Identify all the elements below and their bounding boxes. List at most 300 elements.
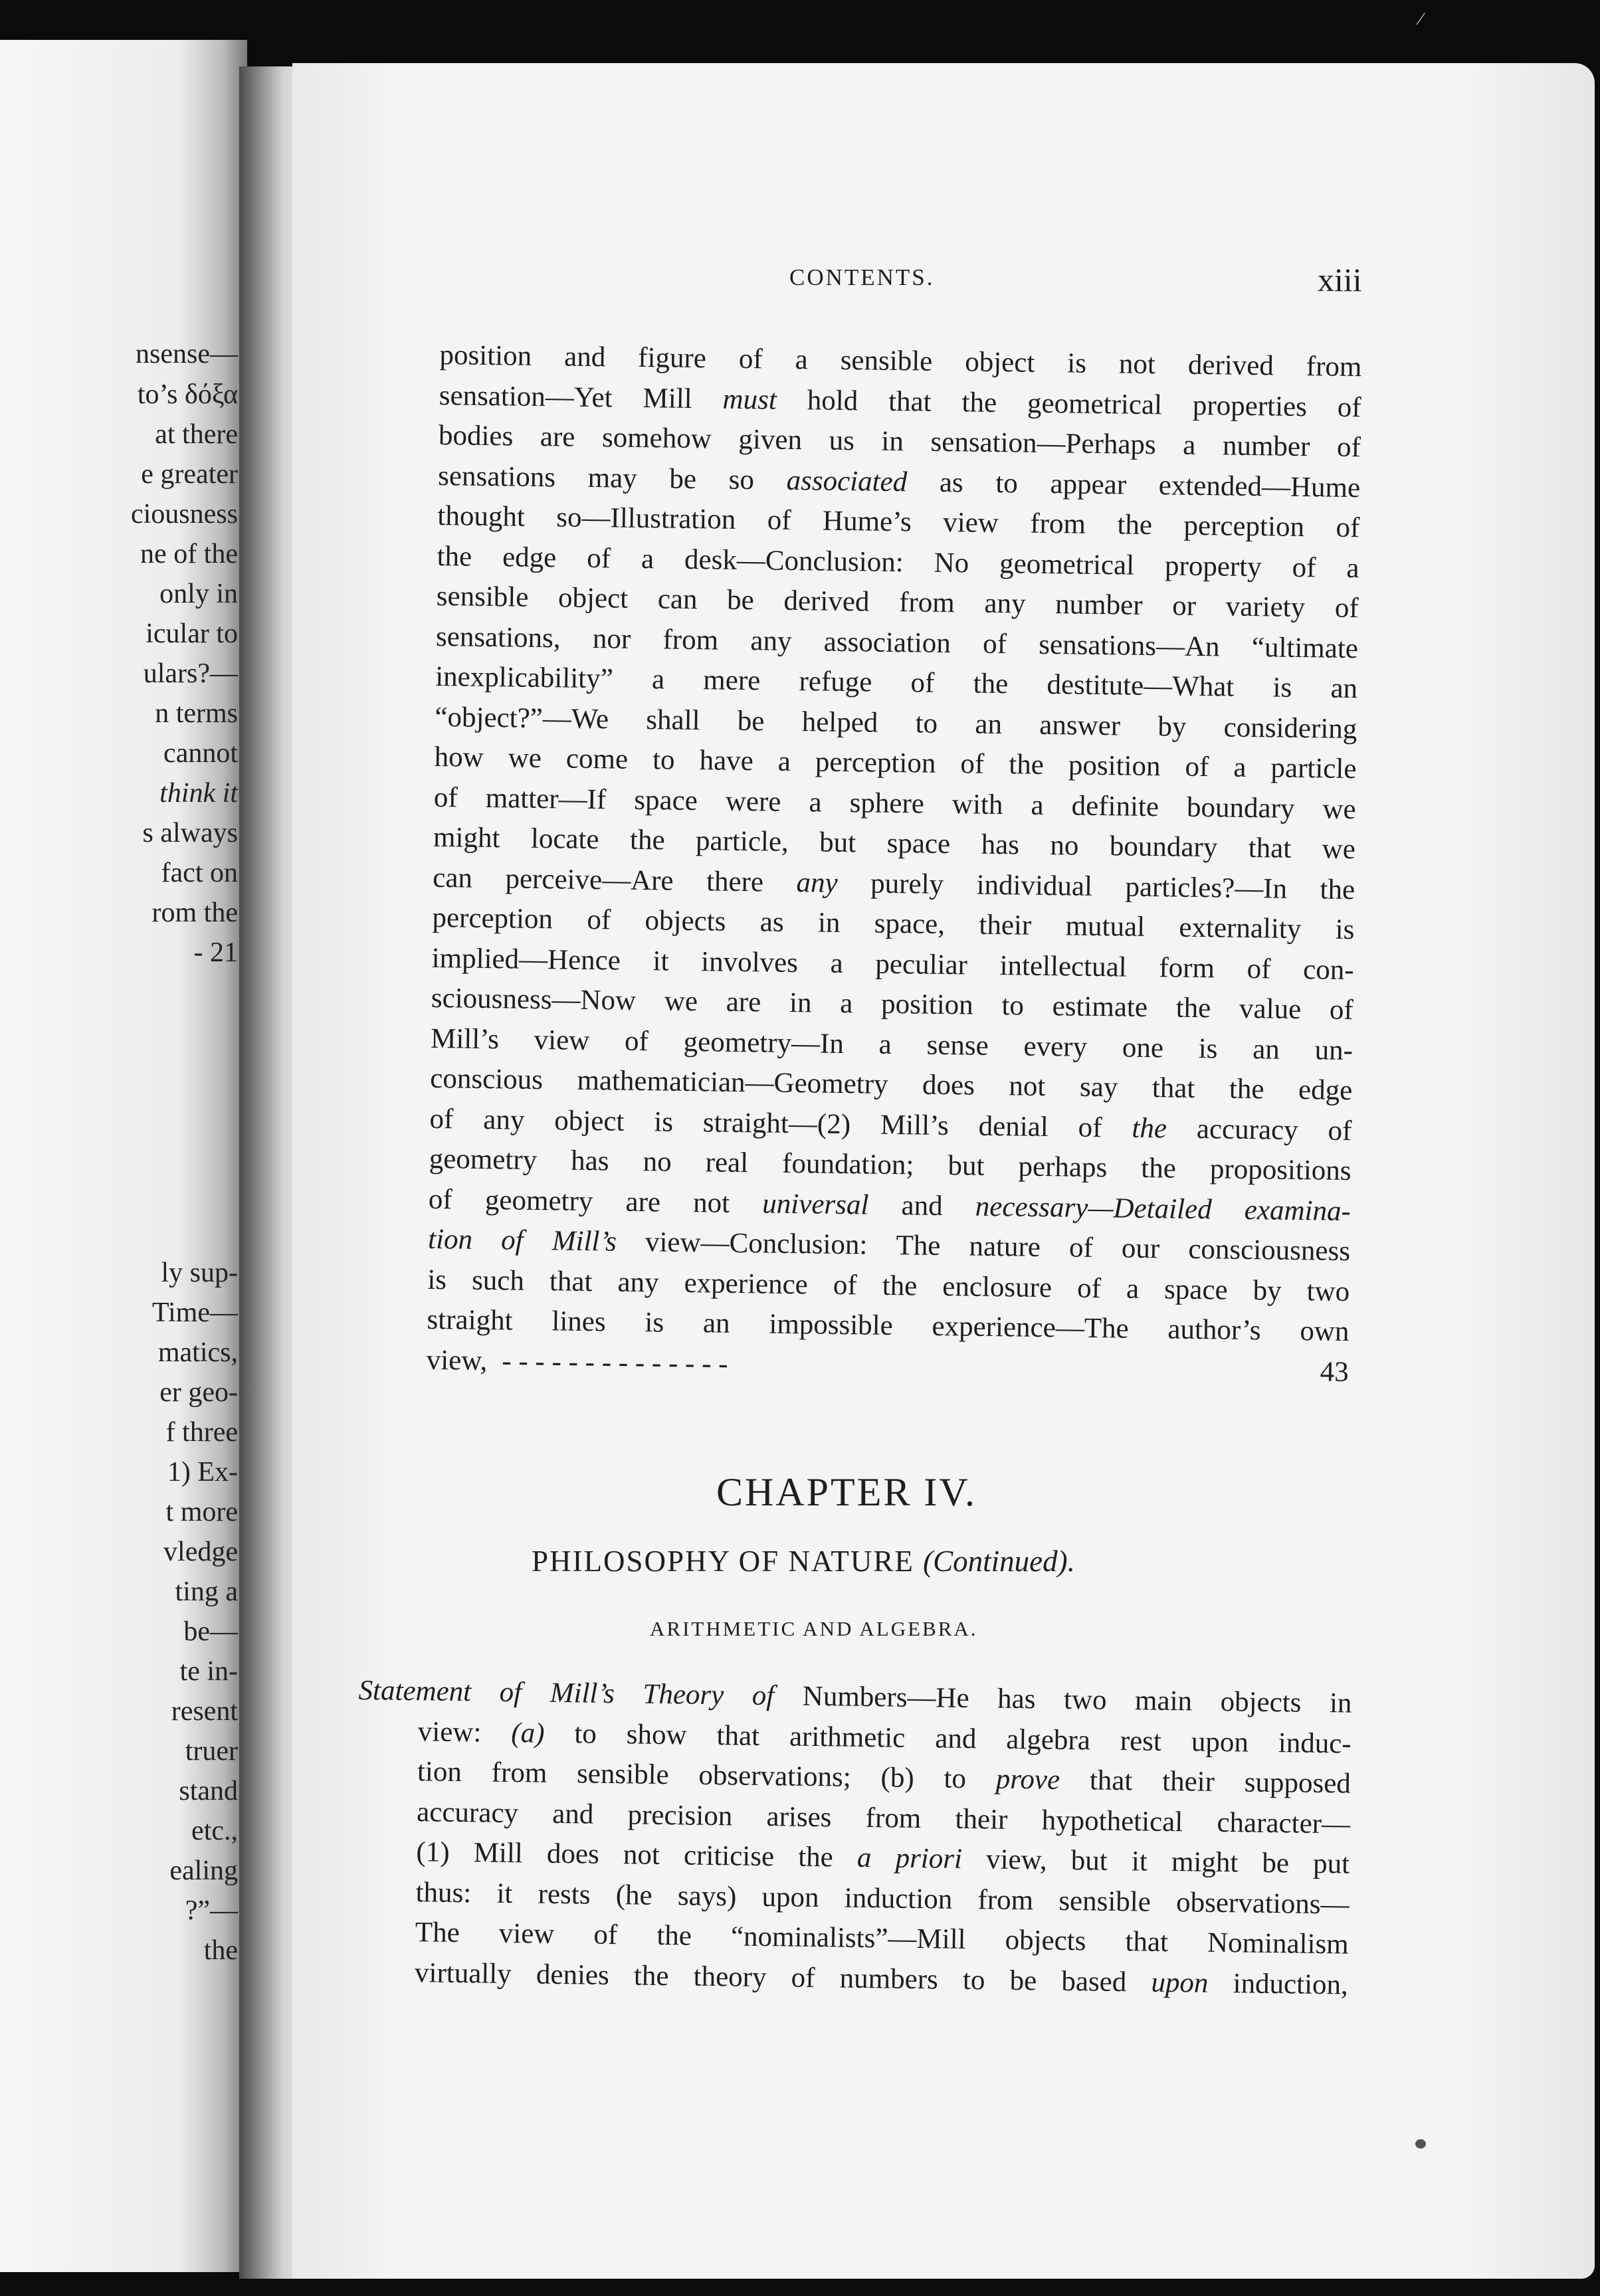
word: object	[554, 1104, 625, 1137]
left-fragment: f three	[165, 1417, 238, 1448]
word: of	[767, 504, 791, 536]
word: were	[725, 785, 781, 818]
word: to	[1001, 990, 1025, 1022]
word: propositions	[1209, 1153, 1351, 1187]
word: two	[1063, 1683, 1107, 1716]
word: has	[570, 1145, 609, 1177]
word: real	[705, 1147, 749, 1179]
word: Mill	[643, 382, 692, 415]
left-fragment: ne of the	[140, 539, 238, 569]
word: own	[1300, 1315, 1350, 1348]
word: from	[491, 1757, 548, 1789]
word: view	[498, 1917, 555, 1950]
word: a	[878, 1028, 892, 1060]
word: put	[1312, 1848, 1350, 1880]
word: bodies	[438, 419, 514, 452]
word: be	[726, 584, 755, 617]
word: (1)	[416, 1836, 450, 1868]
left-fragment: ciousness	[131, 499, 238, 529]
word: The	[896, 1230, 941, 1262]
word: we	[1322, 793, 1356, 825]
left-fragment: only in	[159, 579, 238, 609]
word: tion	[427, 1223, 473, 1256]
word: of	[500, 1224, 524, 1256]
word: sensation—Perhaps	[930, 426, 1157, 461]
word: as	[939, 466, 964, 498]
chapter-title-note: (Continued).	[923, 1545, 1075, 1578]
word: says)	[677, 1879, 737, 1912]
word: particle	[1270, 752, 1357, 785]
word: can	[433, 862, 473, 894]
word: that	[549, 1265, 593, 1297]
word: view:	[417, 1715, 482, 1748]
word: can	[657, 583, 698, 616]
word: answer	[1039, 709, 1121, 741]
word: arithmetic	[789, 1720, 906, 1754]
word: their	[955, 1803, 1008, 1836]
left-fragment: the	[203, 1935, 238, 1966]
left-fragment: ly sup-	[161, 1258, 238, 1288]
word: of	[1334, 592, 1359, 624]
word: be	[737, 705, 765, 737]
word: and	[934, 1722, 977, 1755]
word: number	[1222, 430, 1310, 463]
word: involves	[700, 945, 799, 979]
word: a	[1346, 552, 1359, 584]
word: a	[641, 543, 654, 575]
word: but	[948, 1150, 985, 1182]
word: rests	[538, 1878, 591, 1911]
left-fragment: n terms	[155, 698, 238, 729]
word: the	[629, 824, 665, 856]
word: of	[429, 1103, 454, 1135]
word: Nominalism	[1207, 1927, 1349, 1961]
word: a	[839, 987, 853, 1020]
left-fragment: at there	[155, 419, 238, 450]
word: sensible	[840, 344, 933, 377]
word: edge	[1298, 1074, 1353, 1107]
word: externality	[1179, 911, 1302, 945]
word: has	[997, 1683, 1036, 1715]
word: as	[759, 906, 784, 938]
word: be	[669, 463, 697, 495]
word: variety	[1225, 591, 1306, 624]
word: numbers	[839, 1962, 939, 1995]
word: of	[586, 542, 611, 574]
word: of	[1329, 994, 1354, 1026]
word: every	[1023, 1030, 1088, 1063]
word: accuracy	[1196, 1113, 1298, 1146]
word: helped	[801, 706, 878, 739]
word: space	[634, 784, 698, 816]
left-fragment: stand	[179, 1776, 238, 1806]
word: and	[563, 341, 606, 373]
word: examina-	[1244, 1194, 1351, 1227]
word: of	[1336, 512, 1360, 544]
word: in	[789, 987, 812, 1019]
word: form	[1159, 951, 1215, 984]
word: upon	[1191, 1725, 1249, 1759]
word: that	[1248, 832, 1292, 864]
word: association	[823, 626, 951, 659]
word: associated	[786, 464, 908, 498]
word: have	[699, 745, 754, 777]
word: refuge	[799, 666, 872, 698]
left-fragment: ealing	[169, 1856, 238, 1886]
word: thought	[437, 500, 526, 533]
word: nor	[592, 622, 631, 655]
word: observations—	[1175, 1886, 1350, 1921]
word: objects	[1005, 1924, 1086, 1957]
toc-page-number: 43	[1320, 1355, 1350, 1388]
word: properties	[1192, 389, 1308, 423]
word: a	[1183, 429, 1196, 461]
word: and	[901, 1189, 943, 1222]
word: (he	[615, 1879, 653, 1911]
word: the	[961, 386, 997, 419]
word: in	[1329, 1687, 1352, 1719]
word: be	[1009, 1964, 1037, 1996]
word: the	[882, 1270, 918, 1302]
word: to	[995, 467, 1019, 499]
word: perhaps	[1018, 1151, 1108, 1184]
word: No	[934, 547, 969, 579]
word: sphere	[849, 787, 925, 820]
word: that	[1151, 1072, 1195, 1104]
word: a	[856, 1842, 872, 1874]
word: perception	[1183, 510, 1305, 543]
word: the	[1117, 509, 1153, 541]
word: of	[428, 1183, 453, 1215]
word: our	[1121, 1232, 1160, 1265]
word: sensible	[576, 1758, 669, 1791]
word: appear	[1050, 468, 1127, 501]
word: are	[726, 986, 761, 1018]
word: is	[654, 1105, 674, 1138]
word: “nominalists”—Mill	[730, 1921, 966, 1955]
word: the	[973, 668, 1009, 700]
word: say	[1079, 1071, 1118, 1103]
word: sensations,	[435, 621, 561, 654]
word: such	[471, 1264, 525, 1297]
word: un-	[1314, 1034, 1353, 1066]
word: in	[881, 425, 904, 458]
chapter-heading: CHAPTER IV.	[716, 1470, 977, 1514]
page-number: xiii	[1318, 261, 1362, 298]
word: of	[624, 1025, 649, 1057]
word: position	[1068, 749, 1161, 783]
word: we	[664, 985, 698, 1018]
word: their	[979, 909, 1032, 941]
word: locate	[530, 822, 599, 856]
word: a	[1233, 751, 1247, 783]
word: Mill’s	[880, 1109, 950, 1141]
chapter3-contents-text	[426, 335, 1361, 1392]
left-fragment: s always	[142, 818, 238, 848]
word: induc-	[1278, 1727, 1352, 1760]
word: might	[1171, 1846, 1239, 1879]
word: of	[587, 904, 611, 936]
word: observations;	[698, 1759, 852, 1793]
word: a	[1031, 789, 1044, 821]
word: rest	[1120, 1725, 1162, 1757]
word: geometry—In	[683, 1026, 845, 1060]
last-line-text: view,	[426, 1344, 488, 1377]
word: us	[829, 425, 855, 457]
word: is	[645, 1307, 664, 1339]
word: to	[652, 744, 675, 776]
left-fragment: Time—	[151, 1297, 238, 1328]
word: supposed	[1244, 1767, 1351, 1800]
word: Mill	[473, 1837, 524, 1869]
left-fragment: think it	[159, 778, 238, 809]
left-fragment: be—	[183, 1616, 238, 1647]
word: of	[433, 781, 458, 813]
left-fragment: vledge	[163, 1537, 238, 1567]
word: not	[1009, 1070, 1046, 1103]
word: from	[662, 623, 719, 656]
word: the	[656, 1919, 692, 1952]
word: no	[1050, 830, 1079, 862]
word: are	[540, 421, 575, 453]
word: a	[795, 344, 809, 376]
word: from	[865, 1802, 922, 1834]
word: boundary	[1186, 791, 1295, 824]
word: object	[557, 582, 629, 615]
word: priori	[895, 1842, 963, 1875]
word: in	[817, 907, 841, 939]
word: of	[1076, 1272, 1102, 1304]
left-fragment: to’s δόξα	[137, 379, 238, 410]
word: space	[886, 827, 951, 860]
word: tion	[417, 1756, 462, 1788]
word: main	[1134, 1685, 1193, 1717]
word: space,	[874, 908, 946, 941]
word: estimate	[1052, 991, 1148, 1024]
word: to	[574, 1717, 597, 1750]
word: of	[1068, 1232, 1094, 1264]
word: Theory	[643, 1678, 724, 1711]
word: property	[1164, 549, 1262, 583]
word: by	[1157, 710, 1187, 743]
word: no	[643, 1146, 672, 1178]
word: inexplicability”	[435, 660, 614, 695]
word: of	[910, 667, 935, 699]
left-fragment: fact on	[161, 858, 238, 888]
left-fragment: 1) Ex-	[167, 1457, 238, 1487]
word: any	[617, 1266, 659, 1298]
word: number	[1054, 589, 1143, 621]
word: view—Conclusion:	[645, 1226, 868, 1261]
word: of	[960, 748, 985, 780]
word: an	[975, 708, 1003, 740]
word: upon	[1151, 1966, 1209, 1999]
word: the	[797, 1841, 834, 1873]
word: has	[981, 828, 1020, 861]
word: denial	[978, 1110, 1049, 1143]
word: considering	[1223, 711, 1357, 745]
word: an	[702, 1307, 730, 1339]
word: perception	[815, 746, 936, 779]
word: from	[1306, 351, 1362, 383]
word: with	[951, 788, 1003, 820]
word: is	[1272, 672, 1292, 704]
word: of	[1337, 391, 1361, 423]
word: are	[625, 1186, 661, 1218]
word: any	[750, 624, 792, 657]
left-fragment: icular to	[146, 619, 238, 649]
word: consciousness	[1188, 1233, 1351, 1268]
word: of	[751, 1679, 775, 1712]
left-fragment: nsense—	[136, 339, 238, 369]
word: so	[728, 464, 755, 496]
word: that	[1089, 1765, 1133, 1797]
word: theory	[693, 1961, 767, 1993]
word: The	[415, 1917, 460, 1949]
word: one	[1122, 1032, 1164, 1064]
word: nature	[969, 1230, 1041, 1263]
word: desk—Conclusion:	[684, 543, 904, 578]
word: must	[722, 383, 777, 416]
word: to	[962, 1964, 985, 1996]
word: the	[1229, 1073, 1264, 1105]
word: the	[437, 540, 472, 573]
word: and	[551, 1798, 594, 1830]
word: it	[1131, 1846, 1148, 1877]
word: perceive—Are	[505, 862, 674, 897]
left-fragment: cannot	[163, 738, 238, 769]
word: position	[439, 339, 532, 372]
section-heading: ARITHMETIC AND ALGEBRA.	[650, 1617, 978, 1640]
word: Mill’s	[551, 1225, 617, 1258]
chapter4-contents-text	[355, 1671, 1352, 2006]
scan-speck: ⁄	[1419, 9, 1423, 29]
left-fragment-page-number: - 21	[193, 937, 238, 968]
word: sciousness—Now	[431, 982, 637, 1016]
word: the	[1141, 1152, 1177, 1185]
word: enclosure	[942, 1270, 1052, 1303]
word: of	[1185, 751, 1209, 783]
word: objects	[1220, 1685, 1302, 1719]
word: geometrical	[999, 547, 1135, 581]
word: sensations—An	[1039, 628, 1220, 662]
word: extended—Hume	[1158, 469, 1361, 504]
word: might	[433, 821, 500, 854]
word: a	[830, 947, 844, 979]
running-head: CONTENTS.	[789, 264, 935, 290]
word: we	[1322, 833, 1356, 866]
word: boundary	[1109, 830, 1218, 864]
word: universal	[762, 1187, 869, 1221]
word: Numbers—He	[802, 1680, 969, 1715]
word: be	[1262, 1847, 1290, 1879]
word: objects	[645, 905, 726, 937]
word: the	[1132, 1112, 1167, 1144]
word: somehow	[601, 422, 712, 455]
word: of	[1078, 1111, 1102, 1143]
word: the	[1320, 873, 1355, 906]
word: does	[922, 1069, 975, 1101]
word: definite	[1071, 790, 1159, 822]
word: of	[738, 343, 763, 375]
word: mathematician—Geometry	[577, 1064, 888, 1100]
word: hypothetical	[1041, 1804, 1183, 1838]
word: algebra	[1006, 1723, 1091, 1756]
word: sense	[926, 1029, 989, 1062]
word: criticise	[683, 1840, 775, 1873]
word: matter—If	[485, 782, 607, 815]
word: derived	[1187, 349, 1274, 382]
word: any	[483, 1103, 525, 1136]
word: so—Illustration	[556, 502, 736, 535]
word: value	[1239, 993, 1302, 1026]
word: or	[1171, 590, 1197, 622]
word: purely	[870, 868, 944, 900]
word: shall	[646, 704, 700, 736]
word: space	[1163, 1273, 1228, 1306]
word: Hume’s	[822, 505, 912, 538]
word: does	[546, 1838, 600, 1870]
word: mutual	[1065, 910, 1146, 943]
word: lines	[551, 1305, 606, 1338]
word: destitute—What	[1047, 669, 1235, 703]
word: is	[1198, 1032, 1218, 1064]
word: but	[1070, 1845, 1108, 1877]
word: of	[1292, 551, 1316, 583]
word: straight	[427, 1303, 513, 1337]
word: experience	[684, 1267, 809, 1300]
word: there	[706, 865, 764, 898]
word: individual	[976, 869, 1093, 902]
word: (a)	[511, 1717, 545, 1749]
word: that	[888, 385, 932, 418]
word: necessary—Detailed	[975, 1191, 1212, 1225]
word: given	[738, 423, 803, 456]
chapter-title	[532, 1544, 1075, 1578]
word: view	[534, 1024, 590, 1056]
word: any	[984, 587, 1026, 620]
word: by	[1252, 1274, 1282, 1307]
word: geometry	[429, 1143, 538, 1177]
word: the	[633, 1959, 669, 1992]
word: Mill’s	[430, 1022, 500, 1055]
word: object	[964, 346, 1035, 379]
word: prove	[995, 1763, 1060, 1796]
word: a	[1126, 1273, 1140, 1305]
word: experience—The	[932, 1310, 1129, 1345]
word: we	[508, 742, 542, 775]
word: view,	[985, 1844, 1047, 1876]
word: is	[1067, 347, 1087, 379]
word: not	[692, 1187, 730, 1219]
left-fragment: te in-	[179, 1656, 238, 1687]
word: denies	[536, 1959, 610, 1991]
chapter-title-text: PHILOSOPHY OF NATURE	[532, 1545, 914, 1578]
word: sensation—Yet	[439, 379, 613, 413]
word: mere	[703, 664, 761, 697]
word: to	[944, 1763, 967, 1794]
word: is	[427, 1264, 447, 1295]
word: con-	[1302, 953, 1354, 986]
word: view	[943, 506, 999, 539]
left-fragment: etc.,	[191, 1816, 238, 1846]
word: induction,	[1233, 1967, 1349, 2001]
word: an	[1252, 1033, 1280, 1066]
word: of	[499, 1676, 522, 1709]
word: implied—Hence	[431, 942, 621, 977]
word: “ultimate	[1251, 631, 1359, 664]
word: come	[565, 743, 629, 775]
